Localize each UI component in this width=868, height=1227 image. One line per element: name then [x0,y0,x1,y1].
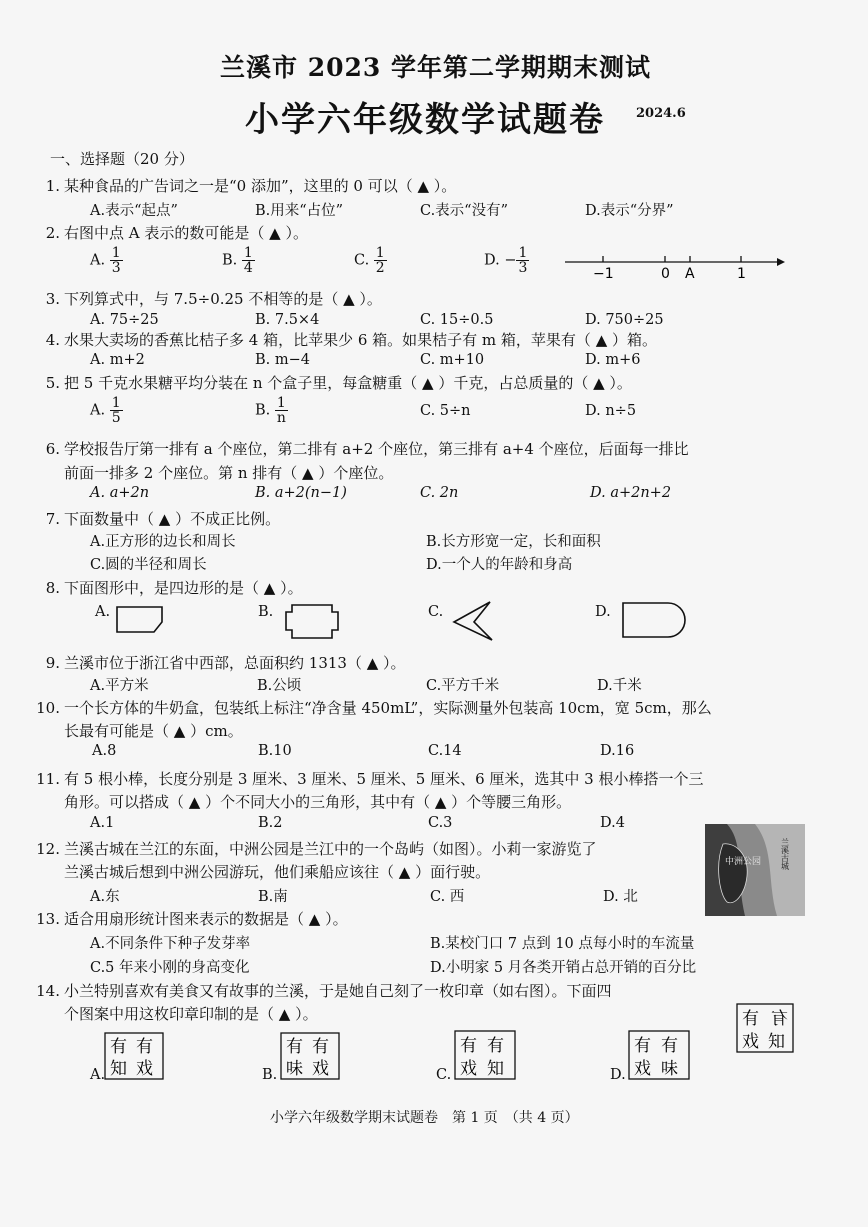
seal-char: 戏 [312,1059,329,1079]
q9-option-b: B.公顷 [257,678,302,694]
question-text: 水果大卖场的香蕉比桔子多 4 箱，比苹果少 6 箱。如果桔子有 m 箱，苹果有（ ▲ ）箱。 [64,331,657,349]
q2-option-c [354,246,387,275]
q9-option-a: A.平方米 [90,678,149,694]
seal-b-drawing [280,1032,340,1080]
denominator: n [276,410,286,426]
seal-char: 有 [487,1036,504,1056]
seal-option-b [280,1032,340,1080]
question-6-cont: 前面一排多 2 个座位。第 n 排有（ ▲ ）个座位。 [64,464,394,482]
shape-b-cross [284,604,340,640]
q2-option-b [222,246,255,275]
numerator: 1 [111,395,121,411]
q8-option-a: A. [95,604,111,620]
question-number: 4. [45,331,60,349]
question-13 [30,908,348,929]
map-label-park: 中洲公园 [725,857,762,867]
question-number: 7. [45,510,60,528]
q7-option-c: C.圆的半径和周长 [90,557,207,573]
question-14-cont: 个图案中用这枚印章印制的是（ ▲ ）。 [64,1005,318,1023]
seal-char: 戏 [136,1059,153,1079]
question-text: 兰溪市位于浙江省中西部，总面积约 1313（ ▲ ）。 [64,654,406,672]
question-10 [30,697,712,718]
exam-date: 2024.6 [636,106,686,121]
seal-char: 有 [742,1009,759,1029]
question-12-cont: 兰溪古城后想到中洲公园游玩，他们乘船应该往（ ▲ ）面行驶。 [64,863,491,881]
question-text: 兰溪古城在兰江的东面，中洲公园是兰江中的一个岛屿（如图）。小莉一家游览了 [64,840,597,858]
q11-option-a: A.1 [90,815,115,831]
tick-label: 0 [661,266,670,282]
question-number: 1. [45,177,60,195]
fraction [242,246,255,275]
fraction [374,246,387,275]
map-drawing [705,824,805,916]
q8-option-c: C. [428,604,444,620]
number-line-figure [565,254,785,284]
q13-option-a: A.不同条件下种子发芽率 [90,936,251,952]
seal-char: 有 [634,1036,651,1056]
seal-option-c [454,1030,516,1080]
denominator: 3 [518,260,528,276]
seal-char: 戏 [634,1059,651,1079]
question-12 [30,838,597,859]
seal-d-drawing [628,1030,690,1080]
q6-option-d: D. a+2n+2 [590,485,672,501]
q7-option-d: D.一个人的年龄和身高 [426,557,573,573]
q6-option-c: C. 2n [420,485,459,501]
seal-char: 有 [286,1037,303,1057]
q12-option-d: D. 北 [603,889,638,905]
q10-option-b: B.10 [258,743,292,759]
q1-option-b: B.用来“占位” [255,203,344,219]
question-8 [30,577,303,598]
numerator: 1 [243,245,253,261]
q1-option-c: C.表示“没有” [420,203,509,219]
q5-option-a [90,396,123,425]
tick-label: A [685,266,695,282]
question-number: 2. [45,224,60,242]
tick-label: 1 [737,266,746,282]
question-text: 某种食品的广告词之一是“0 添加”，这里的 0 可以（ ▲ ）。 [64,177,457,195]
q3-option-c: C. 15÷0.5 [420,312,494,328]
shape-c-arrowhead [452,600,496,644]
seal-char: 味 [286,1059,303,1079]
tick-label: −1 [593,266,614,282]
option-letter: A. [90,402,106,419]
minus-sign: − [504,252,517,269]
shape-a-pentagon [116,606,166,634]
question-text: 下列算式中，与 7.5÷0.25 不相等的是（ ▲ ）。 [64,290,382,308]
seal-char: 味 [661,1059,678,1079]
question-7 [30,508,280,529]
seal-char: 有 [661,1036,678,1056]
question-text: 小兰特别喜欢有美食又有故事的兰溪，于是她自己刻了一枚印章（如右图）。下面四 [64,982,612,1000]
question-1 [30,175,456,196]
map-image [705,824,805,916]
seal-char: 有 [771,1009,788,1029]
seal-char: 戏 [460,1059,477,1079]
q13-option-d: D.小明家 5 月各类开销占总开销的百分比 [430,960,697,976]
q3-option-d: D. 750÷25 [585,312,664,328]
q5-option-d: D. n÷5 [585,403,637,419]
q7-option-a: A.正方形的边长和周长 [90,534,236,550]
seal-option-a [104,1032,164,1080]
q10-option-a: A.8 [92,743,117,759]
question-number: 5. [45,374,60,392]
question-3 [30,288,382,309]
q11-option-d: D.4 [600,815,625,831]
question-number: 13. [36,910,60,928]
seal-char: 有 [110,1037,127,1057]
q6-option-a: A. a+2n [90,485,150,501]
q12-option-a: A.东 [90,889,120,905]
q14-option-c: C. [436,1067,452,1083]
question-text: 一个长方体的牛奶盒，包装纸上标注“净含量 450mL”，实际测量外包装高 10cm，宽 5cm，那么 [64,699,712,717]
question-11-cont: 角形。可以搭成（ ▲ ）个不同大小的三角形，其中有（ ▲ ）个等腰三角形。 [64,793,572,811]
q10-option-d: D.16 [600,743,635,759]
option-letter: B. [255,402,271,419]
question-11 [30,768,704,789]
question-14 [30,980,612,1001]
fraction [275,396,288,425]
seal-char: 知 [487,1059,504,1079]
q9-option-c: C.平方千米 [426,678,500,694]
q11-option-b: B.2 [258,815,283,831]
seal-char: 有 [312,1037,329,1057]
seal-char: 知 [110,1059,127,1079]
seal-main [736,1003,794,1053]
q14-option-d: D. [610,1067,626,1083]
q9-option-d: D.千米 [597,678,642,694]
question-10-cont: 长最有可能是（ ▲ ）cm。 [64,722,243,740]
seal-main-drawing [736,1003,794,1053]
section-heading: 一、选择题（20 分） [50,150,194,168]
denominator: 5 [111,410,121,426]
option-letter: C. [354,252,370,269]
numerator: 1 [518,245,528,261]
map-label-town: 兰溪古城 [780,838,790,870]
q2-option-a [90,246,123,275]
q1-option-d: D.表示“分界” [585,203,674,219]
q11-option-c: C.3 [428,815,453,831]
q4-option-b: B. m−4 [255,352,310,368]
denominator: 3 [111,260,121,276]
numerator: 1 [375,245,385,261]
question-text: 有 5 根小棒，长度分别是 3 厘米、3 厘米、5 厘米、5 厘米、6 厘米，选其中 3 根小棒搭一个三 [64,770,704,788]
fraction [110,396,123,425]
question-5 [30,372,632,393]
q14-option-a: A. [90,1067,106,1083]
q4-option-a: A. m+2 [90,352,145,368]
question-number: 3. [45,290,60,308]
seal-c-drawing [454,1030,516,1080]
q8-option-b: B. [258,604,274,620]
q3-option-b: B. 7.5×4 [255,312,320,328]
q10-option-c: C.14 [428,743,462,759]
question-4 [30,329,657,350]
question-number: 11. [36,770,60,788]
q14-option-b: B. [262,1067,278,1083]
question-number: 6. [45,440,60,458]
question-number: 14. [36,982,60,1000]
seal-a-drawing [104,1032,164,1080]
question-6 [30,438,689,459]
q12-option-c: C. 西 [430,889,465,905]
question-9 [30,652,406,673]
question-number: 12. [36,840,60,858]
question-2 [30,222,308,243]
denominator: 4 [243,260,253,276]
fraction [516,246,529,275]
seal-char: 有 [136,1037,153,1057]
q13-option-c: C.5 年来小刚的身高变化 [90,960,250,976]
q7-option-b: B.长方形宽一定，长和面积 [426,534,601,550]
seal-char: 戏 [742,1032,759,1052]
q6-option-b: B. a+2(n−1) [255,485,347,501]
q4-option-d: D. m+6 [585,352,641,368]
numerator: 1 [111,245,121,261]
question-text: 把 5 千克水果糖平均分装在 n 个盒子里，每盒糖重（ ▲ ）千克，占总质量的（ ▲ ）。 [64,374,632,392]
q2-option-d [484,246,529,275]
shape-d-rounded-rect [622,602,688,638]
q8-option-d: D. [595,604,611,620]
fraction [110,246,123,275]
question-text: 适合用扇形统计图来表示的数据是（ ▲ ）。 [64,910,348,928]
question-number: 10. [36,699,60,717]
numerator: 1 [276,395,286,411]
q1-option-a: A.表示“起点” [90,203,178,219]
seal-option-d [628,1030,690,1080]
seal-char: 知 [768,1032,785,1052]
q3-option-a: A. 75÷25 [90,312,159,328]
seal-char: 有 [460,1036,477,1056]
question-number: 8. [45,579,60,597]
q12-option-b: B.南 [258,889,288,905]
question-number: 9. [45,654,60,672]
option-letter: A. [90,252,106,269]
option-letter: D. [484,252,500,269]
exam-title: 兰溪市 2023 学年第二学期期末测试 [220,53,651,82]
denominator: 2 [375,260,385,276]
q5-option-b [255,396,288,425]
question-text: 下面数量中（ ▲ ）不成正比例。 [64,510,281,528]
question-text: 右图中点 A 表示的数可能是（ ▲ ）。 [64,224,308,242]
q13-option-b: B.某校门口 7 点到 10 点每小时的车流量 [430,936,695,952]
q4-option-c: C. m+10 [420,352,485,368]
q5-option-c: C. 5÷n [420,403,471,419]
question-text: 下面图形中，是四边形的是（ ▲ ）。 [64,579,303,597]
page-footer: 小学六年级数学期末试题卷 第 1 页 （共 4 页） [270,1110,579,1126]
question-text: 学校报告厅第一排有 a 个座位，第二排有 a+2 个座位，第三排有 a+4 个座位，后面每一排比 [64,440,689,458]
option-letter: B. [222,252,238,269]
exam-subtitle: 小学六年级数学试题卷 [245,100,605,140]
